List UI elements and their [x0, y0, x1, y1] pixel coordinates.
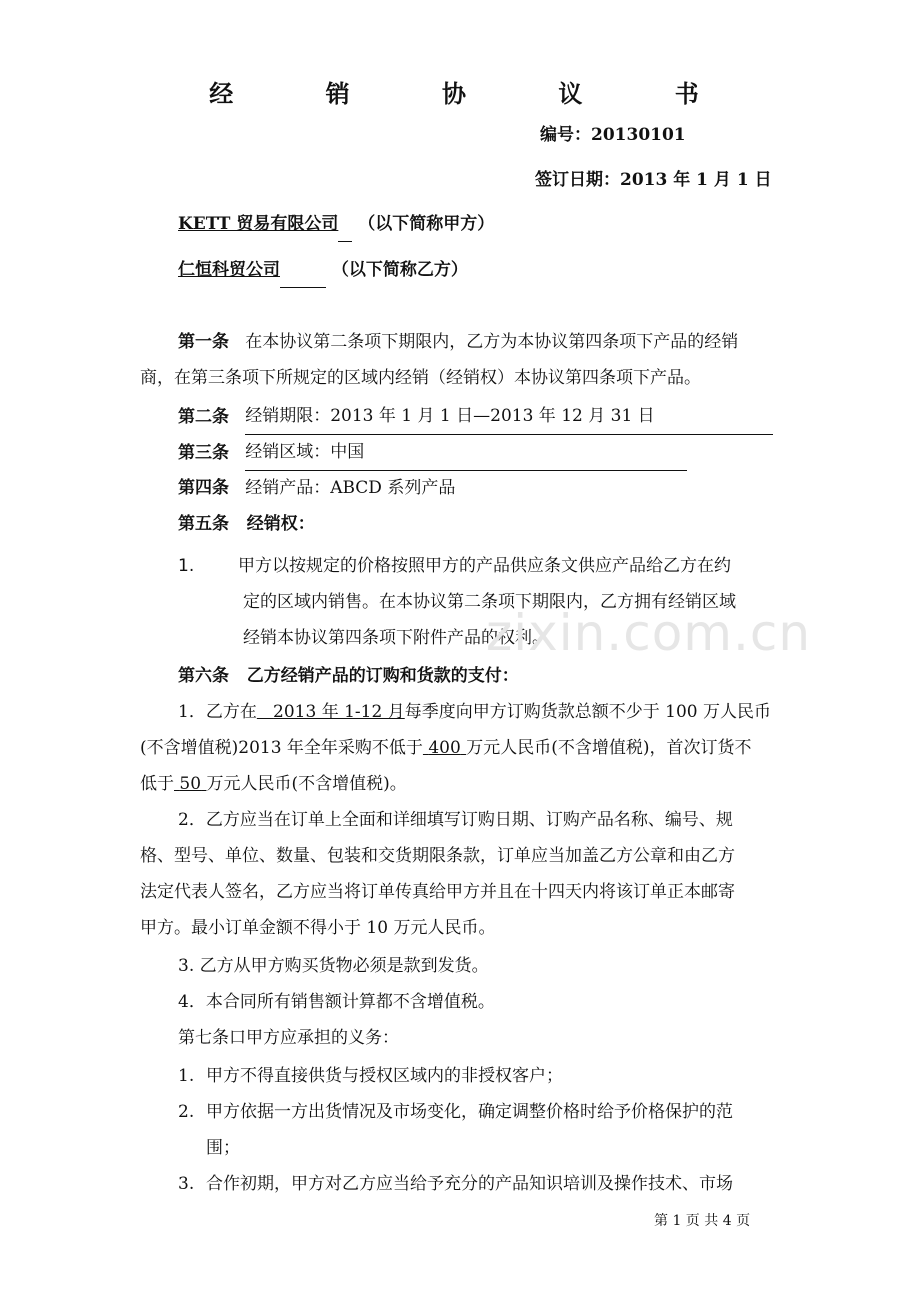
p1-l2b: 400 [428, 738, 461, 758]
p1-l1b: 2013 年 1-12 月 [273, 702, 405, 722]
article-6-label: 第六条 [178, 666, 229, 686]
article-5-item-1-line-2: 定的区域内销售。在本协议第二条项下期限内，乙方拥有经销区域 [243, 592, 736, 612]
article-5-item-1-line-1: 甲方以按规定的价格按照甲方的产品供应条文供应产品给乙方在约 [238, 556, 731, 576]
article-7-item-3-line-1: 合作初期，甲方对乙方应当给予充分的产品知识培训及操作技术、市场 [206, 1174, 733, 1194]
article-1-line-2: 商，在第三条项下所规定的区域内经销（经销权）本协议第四条项下产品。 [140, 368, 701, 388]
article-7-item-2-number: 2. [178, 1102, 195, 1122]
p1-l1a: 1．乙方在 [178, 702, 257, 722]
article-4-label: 第四条 [178, 478, 229, 498]
article-6-p2-line-1: 2．乙方应当在订单上全面和详细填写订购日期、订购产品名称、编号、规 [178, 810, 733, 830]
article-7-heading: 第七条口甲方应承担的义务： [178, 1028, 399, 1048]
p1-l3a: 低于 [140, 774, 174, 794]
article-6-p1-line-2 [140, 730, 751, 766]
article-6-p4: 4．本合同所有销售额计算都不含增值税。 [178, 992, 495, 1012]
article-6-p2-line-3: 法定代表人签名，乙方应当将订单传真给甲方并且在十四天内将该订单正本邮寄 [140, 882, 735, 902]
article-5 [178, 506, 315, 542]
article-3 [178, 434, 687, 471]
document-number: 编号：20130101 [540, 125, 686, 145]
party-b-name: 仁恒科贸公司 [178, 260, 280, 280]
article-1-text-1: 在本协议第二条项下期限内，乙方为本协议第四条项下产品的经销 [245, 332, 739, 352]
article-6-p2-line-4: 甲方。最小订单金额不得小于 10 万元人民币。 [140, 918, 496, 938]
article-7-item-1-number: 1. [178, 1066, 195, 1086]
signing-date: 签订日期：2013 年 1 月 1 日 [535, 170, 772, 190]
article-3-text: 经销区域：中国 [245, 442, 365, 462]
watermark: zixin.com.cn [486, 604, 812, 662]
article-6-text: 乙方经销产品的订购和货款的支付： [246, 666, 519, 686]
order-period [257, 702, 405, 722]
p1-l2a: (不含增值税)2013 年全年采购不低于 [140, 738, 423, 758]
first-order-amount [174, 774, 206, 794]
article-2 [178, 398, 773, 435]
p1-l3b: 50 [179, 774, 202, 794]
article-1-label: 第一条 [178, 332, 229, 352]
article-5-text: 经销权： [246, 514, 315, 534]
article-7-item-3-number: 3. [178, 1174, 195, 1194]
page-footer: 第 1 页 共 4 页 [654, 1213, 751, 1229]
article-4-text: 经销产品：ABCD 系列产品 [245, 478, 456, 498]
article-6-p1-line-3 [140, 766, 407, 802]
article-6-p2-line-2: 格、型号、单位、数量、包装和交货期限条款，订单应当加盖乙方公章和由乙方 [140, 846, 735, 866]
party-b-line [178, 252, 468, 288]
article-6-p1-line-1 [178, 694, 771, 730]
article-7-item-1-text: 甲方不得直接供货与授权区域内的非授权客户； [206, 1066, 563, 1086]
article-5-item-1-number: 1. [178, 556, 195, 576]
article-3-label: 第三条 [178, 443, 229, 463]
article-7-item-2-line-2: 围； [206, 1138, 240, 1158]
article-6-p3: 3. 乙方从甲方购买货物必须是款到发货。 [178, 956, 489, 976]
article-2-text: 经销期限：2013 年 1 月 1 日—2013 年 12 月 31 日 [245, 406, 655, 426]
article-7-item-2-line-1: 甲方依据一方出货情况及市场变化，确定调整价格时给予价格保护的范 [206, 1102, 733, 1122]
article-5-label: 第五条 [178, 514, 229, 534]
party-a-suffix: （以下简称甲方） [358, 214, 495, 234]
party-a-name: KETT 贸易有限公司 [178, 214, 339, 234]
article-2-label: 第二条 [178, 407, 229, 427]
party-b-suffix: （以下简称乙方） [331, 260, 468, 280]
annual-amount [423, 738, 466, 758]
p1-l1c: 每季度向甲方订购货款总额不少于 100 万人民币 [404, 702, 771, 722]
party-a-line [178, 206, 494, 242]
p1-l3c: 万元人民币(不含增值税)。 [206, 774, 407, 794]
article-6 [178, 658, 519, 694]
article-5-item-1-line-3: 经销本协议第四条项下附件产品的权利。 [243, 628, 549, 648]
article-1-line-1 [178, 324, 738, 360]
p1-l2c: 万元人民币(不含增值税)，首次订货不 [466, 738, 752, 758]
article-4 [178, 470, 455, 506]
document-title: 经 销 协 议 书 [209, 79, 741, 108]
